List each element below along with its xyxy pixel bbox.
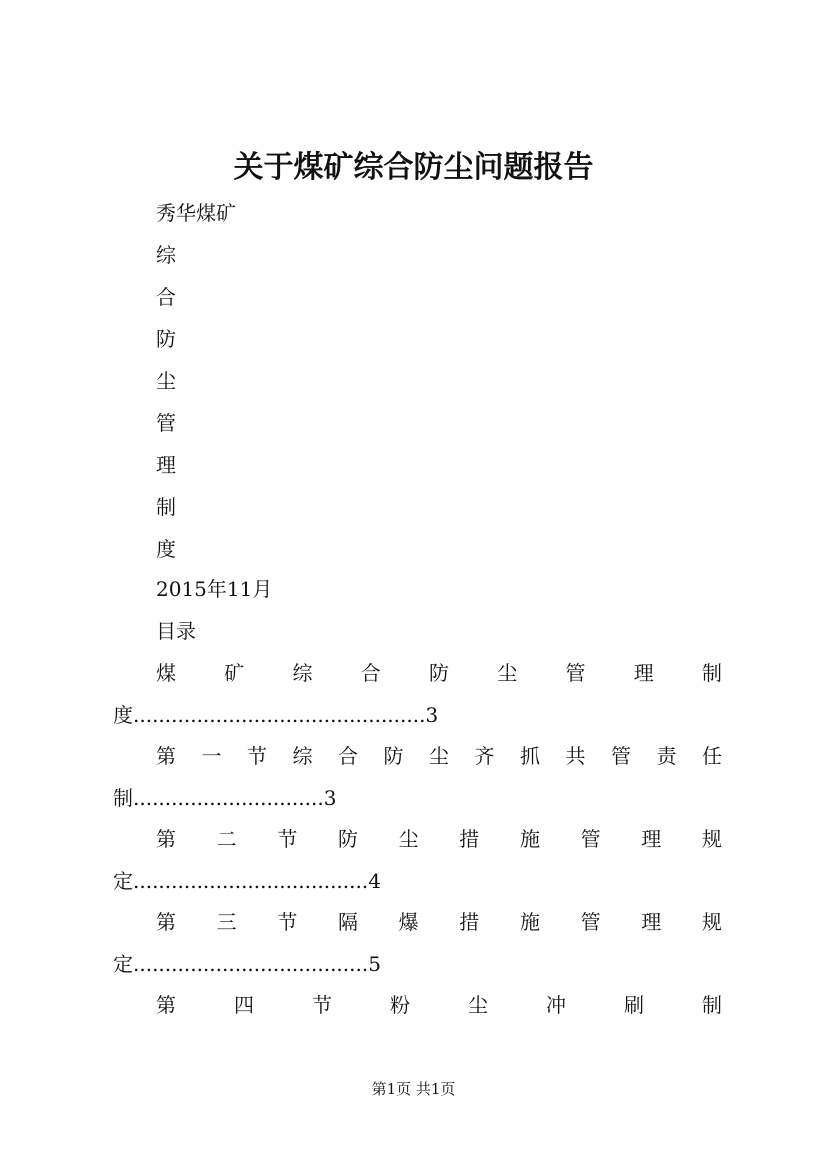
toc-char: 责 (656, 744, 677, 768)
toc-char: 刷 (624, 993, 644, 1017)
toc-char: 抓 (520, 744, 540, 768)
cover-char: 防 (156, 327, 176, 351)
cover-char: 管 (156, 411, 176, 435)
toc-char: 三 (216, 910, 237, 934)
toc-entry-line (156, 825, 722, 853)
toc-char: 施 (519, 827, 540, 851)
toc-char: 任 (702, 744, 722, 768)
toc-char: 节 (312, 993, 332, 1017)
toc-char: 防 (337, 827, 358, 851)
toc-entry-continuation: 制..............................3 (113, 786, 337, 810)
toc-char: 管 (611, 744, 631, 768)
toc-char: 节 (247, 744, 267, 768)
toc-char: 规 (701, 827, 722, 851)
page-footer: 第1页 共1页 (371, 1080, 456, 1098)
document-title: 关于煤矿综合防尘问题报告 (233, 150, 594, 185)
cover-char: 尘 (156, 369, 176, 393)
toc-char: 第 (156, 910, 176, 934)
mine-name: 秀华煤矿 (156, 201, 236, 225)
toc-char: 施 (519, 910, 540, 934)
toc-char: 煤 (156, 661, 176, 685)
toc-char: 制 (702, 993, 722, 1017)
cover-char: 制 (156, 495, 176, 519)
toc-char: 管 (580, 827, 601, 851)
toc-char: 管 (565, 661, 586, 685)
toc-char: 第 (156, 827, 176, 851)
toc-char: 措 (459, 827, 480, 851)
toc-entry-line (156, 991, 722, 1019)
toc-char: 第 (156, 744, 176, 768)
toc-entry-line (156, 908, 722, 936)
cover-char: 综 (156, 243, 176, 267)
toc-entry-line (156, 742, 722, 770)
toc-char: 粉 (390, 993, 410, 1017)
toc-char: 措 (459, 910, 480, 934)
toc-char: 合 (360, 661, 381, 685)
toc-entry-continuation: 度..............................................3 (113, 703, 439, 727)
toc-char: 尘 (497, 661, 518, 685)
toc-char: 齐 (474, 744, 495, 768)
toc-char: 综 (292, 661, 313, 685)
toc-char: 尘 (468, 993, 488, 1017)
toc-char: 综 (292, 744, 313, 768)
toc-char: 规 (701, 910, 722, 934)
toc-entry-line (156, 659, 722, 687)
toc-char: 隔 (337, 910, 358, 934)
cover-char: 理 (156, 453, 176, 477)
toc-char: 矿 (224, 661, 245, 685)
cover-char: 度 (156, 537, 176, 561)
toc-char: 制 (702, 661, 722, 685)
toc-char: 共 (565, 744, 586, 768)
cover-date: 2015年11月 (156, 577, 273, 601)
toc-char: 四 (234, 993, 254, 1017)
toc-char: 理 (633, 661, 654, 685)
toc-char: 理 (641, 910, 662, 934)
toc-char: 合 (338, 744, 358, 768)
toc-char: 一 (201, 744, 222, 768)
toc-heading: 目录 (156, 619, 196, 643)
toc-entry-continuation: 定.....................................5 (113, 952, 381, 976)
toc-char: 防 (383, 744, 404, 768)
toc-char: 节 (277, 827, 298, 851)
toc-char: 尘 (429, 744, 449, 768)
cover-char: 合 (156, 285, 176, 309)
toc-entry-continuation: 定.....................................4 (113, 869, 381, 893)
toc-char: 第 (156, 993, 176, 1017)
toc-char: 防 (429, 661, 449, 685)
toc-char: 理 (641, 827, 662, 851)
toc-char: 爆 (398, 910, 419, 934)
toc-char: 二 (216, 827, 237, 851)
toc-char: 尘 (398, 827, 419, 851)
toc-char: 节 (277, 910, 298, 934)
toc-char: 管 (580, 910, 601, 934)
toc-char: 冲 (546, 993, 566, 1017)
